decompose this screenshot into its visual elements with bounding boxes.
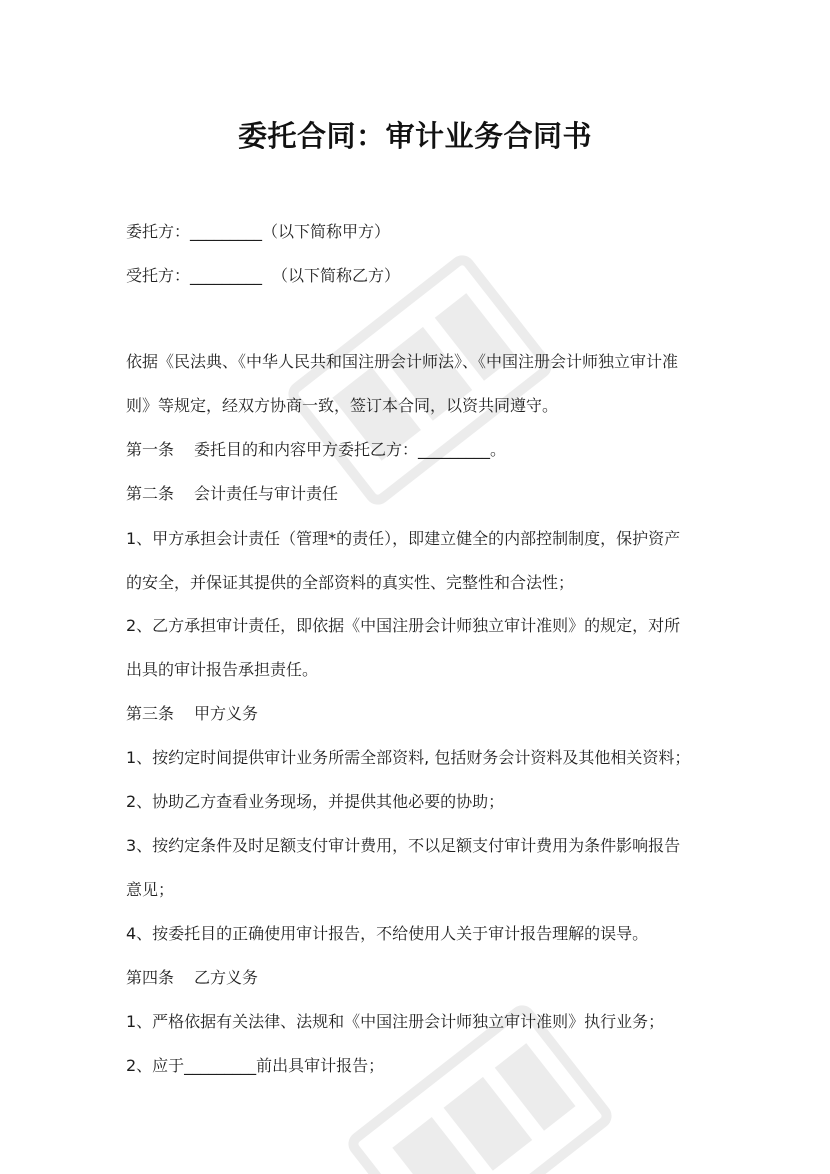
client-name-blank[interactable]: _________ [190,222,263,241]
article-3-item-4: 4、按委托目的正确使用审计报告，不给使用人关于审计报告理解的误导。 [126,924,649,943]
client-label: 委托方： [126,222,191,241]
article-4-heading: 第四条 [126,968,175,987]
preamble-line-1: 依据《民法典、《中华人民共和国注册会计师法》、《中国注册会计师独立审计准 [126,352,679,371]
article-2-heading-line [126,482,716,506]
preamble-line-2: 则》等规定，经双方协商一致，签订本合同，以资共同遵守。 [126,396,559,415]
article-2-heading: 第二条 [126,484,175,503]
article-4-heading-line [126,966,716,990]
article-2-item-2-line-2: 出具的审计报告承担责任。 [126,660,319,679]
article-3-item-1: 1、按约定时间提供审计业务所需全部资料, 包括财务会计资料及其他相关资料； [126,748,691,767]
article-2-item-1-line-2: 的安全，并保证其提供的全部资料的真实性、完整性和合法性； [126,573,575,592]
agent-label: 受托方： [126,266,191,285]
article-2-title: 会计责任与审计责任 [194,484,339,503]
article-3-title: 甲方义务 [194,704,259,723]
document-title: 委托合同：审计业务合同书 [237,119,592,153]
article-1-text: 委托目的和内容甲方委托乙方：_________。 [194,440,507,459]
agent-name-blank[interactable]: _________ [190,266,263,285]
article-3-item-3-line-2: 意见； [126,880,175,899]
client-note: （以下简称甲方） [262,222,391,241]
article-3-heading-line [126,702,716,726]
article-2-item-2-line-1: 2、乙方承担审计责任，即依据《中国注册会计师独立审计准则》的规定，对所 [126,616,681,635]
article-3-heading: 第三条 [126,704,175,723]
article-1-heading: 第一条 [126,440,175,459]
article-4-item-1: 1、严格依据有关法律、法规和《中国注册会计师独立审计准则》执行业务； [126,1012,665,1031]
article-3-item-2: 2、协助乙方查看业务现场，并提供其他必要的协助； [126,792,505,811]
article-4-title: 乙方义务 [194,968,259,987]
agent-party-line [126,264,716,288]
agent-note: （以下简称乙方） [272,266,401,285]
article-3-item-3-line-1: 3、按约定条件及时足额支付审计费用，不以足额支付审计费用为条件影响报告 [126,836,681,855]
article-1 [126,438,716,462]
article-4-item-2: 2、应于_________前出具审计报告； [126,1056,385,1075]
client-party-line [126,220,716,244]
article-2-item-1-line-1: 1、甲方承担会计责任（管理*的责任），即建立健全的内部控制制度，保护资产 [126,529,681,548]
